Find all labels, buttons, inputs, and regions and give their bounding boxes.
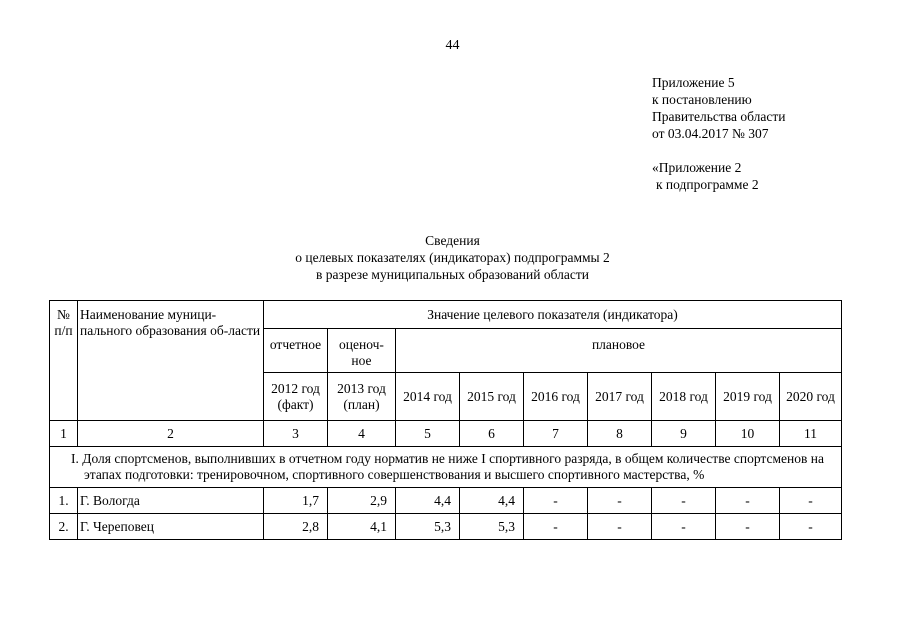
attachment-line: к постановлению	[652, 92, 752, 107]
column-number: 5	[396, 421, 460, 447]
row-value: 4,4	[396, 488, 460, 514]
header-year: 2017 год	[588, 373, 652, 421]
document-title	[0, 232, 905, 283]
column-number: 3	[264, 421, 328, 447]
header-year: 2019 год	[716, 373, 780, 421]
header-estimated: оценоч-ное	[328, 329, 396, 373]
section-header	[50, 447, 842, 488]
row-value: 1,7	[264, 488, 328, 514]
row-value: -	[652, 514, 716, 540]
attachment-line: от 03.04.2017 № 307	[652, 126, 769, 141]
column-number: 10	[716, 421, 780, 447]
row-value: 2,8	[264, 514, 328, 540]
title-line: Сведения	[425, 233, 480, 248]
header-reported: отчетное	[264, 329, 328, 373]
row-value: -	[588, 488, 652, 514]
row-value: -	[588, 514, 652, 540]
row-value: -	[524, 488, 588, 514]
indicators-table	[49, 300, 842, 540]
row-value: 4,1	[328, 514, 396, 540]
section-text: I. Доля спортсменов, выполнивших в отчетном году норматив не ниже I спортивного разряда, в общем количестве спортсменов на этапах подготовки: тренировочном, спортивного совершенствования и высшего спортивного мастерства, %	[71, 451, 824, 482]
row-value: 4,4	[460, 488, 524, 514]
header-num: № п/п	[50, 301, 78, 421]
row-num: 2.	[50, 514, 78, 540]
header-year: 2015 год	[460, 373, 524, 421]
row-value: -	[652, 488, 716, 514]
row-num: 1.	[50, 488, 78, 514]
header-year: 2018 год	[652, 373, 716, 421]
attachment-line: Правительства области	[652, 109, 786, 124]
header-year: 2012 год (факт)	[264, 373, 328, 421]
header-year: 2016 год	[524, 373, 588, 421]
page-number: 44	[445, 38, 460, 53]
column-number: 1	[50, 421, 78, 447]
row-value: -	[780, 488, 842, 514]
row-name: Г. Череповец	[78, 514, 264, 540]
row-value: -	[524, 514, 588, 540]
attachment-block	[652, 74, 785, 193]
title-line: о целевых показателях (индикаторах) подпрограммы 2	[295, 250, 610, 265]
header-name: Наименование муници-пального образования об-ласти	[78, 301, 264, 421]
header-value-group: Значение целевого показателя (индикатора)	[264, 301, 842, 329]
row-name: Г. Вологда	[78, 488, 264, 514]
header-year: 2014 год	[396, 373, 460, 421]
column-number: 6	[460, 421, 524, 447]
attachment-line: «Приложение 2	[652, 160, 742, 175]
header-year: 2013 год (план)	[328, 373, 396, 421]
header-planned: плановое	[396, 329, 842, 373]
column-number: 9	[652, 421, 716, 447]
header-year: 2020 год	[780, 373, 842, 421]
row-value: -	[716, 514, 780, 540]
row-value: -	[780, 514, 842, 540]
row-value: 5,3	[460, 514, 524, 540]
column-number: 8	[588, 421, 652, 447]
column-number: 4	[328, 421, 396, 447]
row-value: 5,3	[396, 514, 460, 540]
column-number: 7	[524, 421, 588, 447]
title-line: в разрезе муниципальных образований области	[316, 267, 589, 282]
column-number: 2	[78, 421, 264, 447]
row-value: -	[716, 488, 780, 514]
column-number: 11	[780, 421, 842, 447]
row-value: 2,9	[328, 488, 396, 514]
spacer	[652, 142, 785, 159]
attachment-line: Приложение 5	[652, 75, 735, 90]
attachment-line: к подпрограмме 2	[656, 177, 759, 192]
